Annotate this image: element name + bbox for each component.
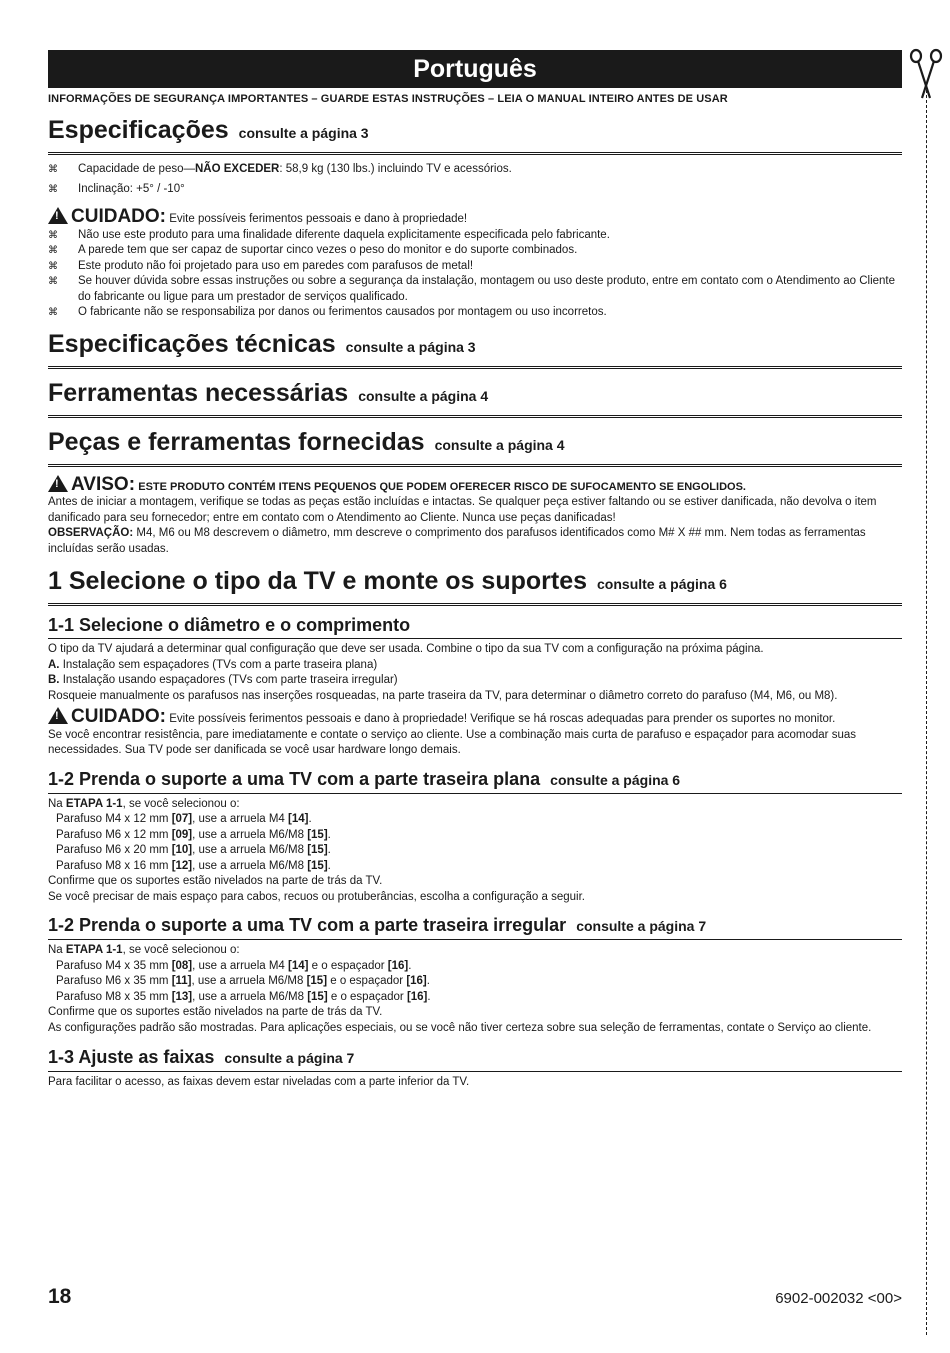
tech-ref: consulte a página 3 xyxy=(345,338,476,355)
step1-title: 1 Selecione o tipo da TV e monte os suportes xyxy=(48,567,588,595)
aviso-label: AVISO: xyxy=(71,473,136,495)
caution-block xyxy=(48,207,902,228)
s12b-more: As configurações padrão são mostradas. Para aplicações especiais, ou se você não tiver certeza sobre sua seleção de ferramentas, contate o Serviço ao cliente. xyxy=(48,1021,872,1034)
list-item: ⌘ Este produto não foi projetado para uso em paredes com parafusos de metal! xyxy=(48,259,902,275)
table-row: Parafuso M4 x 12 mm [07], use a arruela M4 [14]. xyxy=(56,813,312,825)
s13-body: Para facilitar o acesso, as faixas devem estar niveladas com a parte inferior da TV. xyxy=(48,1076,470,1088)
spec-title: Especificações xyxy=(48,116,229,144)
cut-line xyxy=(926,85,927,1335)
parts-obs: OBSERVAÇÃO: M4, M6 ou M8 descrevem o diâmetro, mm descreve o comprimento dos parafusos identificados como M# X ## mm. Nem todas as ferramentas incluídas serão usadas. xyxy=(48,527,866,555)
section-parts xyxy=(48,427,902,467)
parts-ref: consulte a página 4 xyxy=(434,436,565,453)
s11-caution xyxy=(48,707,902,728)
s11-intro: O tipo da TV ajudará a determinar qual configuração que deve ser usada. Combine o tipo da sua TV com a configuração na próxima página. xyxy=(48,643,764,655)
page-content xyxy=(48,50,902,1091)
tools-ref: consulte a página 4 xyxy=(358,387,489,404)
table-row: Parafuso M4 x 35 mm [08], use a arruela M4 [14] e o espaçador [16]. xyxy=(56,959,412,972)
warning-triangle-icon xyxy=(48,207,68,224)
s11-caution-body: Se você encontrar resistência, pare imediatamente e contate o serviço ao cliente. Use a combinação mais curta de parafuso e espaçador para acomodar suas necessidades. Sua TV pode ser danificada se você usar hardware longo demais. xyxy=(48,728,856,756)
s12b-title: 1-2 Prenda o suporte a uma TV com a parte traseira irregular xyxy=(48,915,567,935)
s12b-lead: Na ETAPA 1-1, se você selecionou o: xyxy=(48,944,240,956)
s13-title: 1-3 Ajuste as faixas xyxy=(48,1047,215,1067)
table-row: Parafuso M8 x 35 mm [13], use a arruela M6/M8 [15] e o espaçador [16]. xyxy=(56,990,431,1003)
language-banner xyxy=(48,50,902,88)
list-item: ⌘ Inclinação: +5° / -10° xyxy=(48,182,902,198)
s12a-more: Se você precisar de mais espaço para cabos, recuos ou protuberâncias, escolha a configuração a seguir. xyxy=(48,890,585,903)
page-number: 18 xyxy=(48,1285,72,1308)
caution-label: CUIDADO: xyxy=(71,206,166,227)
s12b-ref: consulte a página 7 xyxy=(576,918,707,934)
table-row: Parafuso M6 x 35 mm [11], use a arruela M6/M8 [15] e o espaçador [16]. xyxy=(56,975,430,987)
list-item: ⌘ A parede tem que ser capaz de suportar cinco vezes o peso do monitor e do suporte combinados. xyxy=(48,243,902,259)
caution-list xyxy=(48,228,902,321)
table-row: Parafuso M8 x 16 mm [12], use a arruela M6/M8 [15]. xyxy=(56,859,331,872)
section-1-3 xyxy=(48,1046,902,1072)
aviso-text: ESTE PRODUTO CONTÉM ITENS PEQUENOS QUE PODEM OFERECER RISCO DE SUFOCAMENTO SE ENGOLIDOS. xyxy=(138,480,746,493)
list-item: ⌘ Não use este produto para uma finalidade diferente daquela explicitamente especificada pelo fabricante. xyxy=(48,228,902,244)
s12a-ref: consulte a página 6 xyxy=(550,771,681,788)
s11-a: A. Instalação sem espaçadores (TVs com a parte traseira plana) xyxy=(48,658,378,671)
aviso-block xyxy=(48,475,902,496)
s11-b: B. Instalação usando espaçadores (TVs com parte traseira irregular) xyxy=(48,674,398,686)
document-code: 6902-002032 <00> xyxy=(775,1290,902,1307)
caution-text: Evite possíveis ferimentos pessoais e dano à propriedade! Verifique se há roscas adequadas para prender os suportes no monitor. xyxy=(169,713,836,725)
s12b-confirm: Confirme que os suportes estão nivelados na parte de trás da TV. xyxy=(48,1006,383,1018)
list-item: ⌘ Capacidade de peso—NÃO EXCEDER: 58,9 kg (130 lbs.) incluindo TV e acessórios. xyxy=(48,162,902,178)
s11-thread: Rosqueie manualmente os parafusos nas inserções rosqueadas, na parte traseira da TV, para determinar o diâmetro correto do parafuso (M4, M6, ou M8). xyxy=(48,689,838,702)
banner-title: Português xyxy=(413,55,537,83)
section-tools xyxy=(48,378,902,418)
list-item: ⌘ O fabricante não se responsabiliza por danos ou ferimentos causados por montagem ou uso incorretos. xyxy=(48,305,902,321)
safety-line: INFORMAÇÕES DE SEGURANÇA IMPORTANTES – GUARDE ESTAS INSTRUÇÕES – LEIA O MANUAL INTEIRO ANTES DE USAR xyxy=(48,93,728,105)
s13-ref: consulte a página 7 xyxy=(224,1050,355,1066)
table-row: Parafuso M6 x 20 mm [10], use a arruela M6/M8 [15]. xyxy=(56,844,331,856)
s12a-confirm: Confirme que os suportes estão nivelados na parte de trás da TV. xyxy=(48,875,383,887)
caution-label: CUIDADO: xyxy=(71,706,166,727)
step1-ref: consulte a página 6 xyxy=(597,576,727,592)
parts-body: Antes de iniciar a montagem, verifique se todas as peças estão incluídas e intactas. Se qualquer peça estiver faltando ou se estiver danificada, não devolva o item danificado para seu fornecedor; entre em contato com o Atendimento ao Cliente. Nunca use peças danificadas! xyxy=(48,496,877,524)
section-spec xyxy=(48,115,902,155)
spec-ref: consulte a página 3 xyxy=(238,125,369,141)
s12a-title: 1-2 Prenda o suporte a uma TV com a parte traseira plana xyxy=(48,768,541,789)
section-1-1 xyxy=(48,614,902,639)
caution-text: Evite possíveis ferimentos pessoais e dano à propriedade! xyxy=(169,213,468,225)
s12a-lead: Na ETAPA 1-1, se você selecionou o: xyxy=(48,797,240,810)
table-row: Parafuso M6 x 12 mm [09], use a arruela M6/M8 [15]. xyxy=(56,828,331,841)
s11-title: 1-1 Selecione o diâmetro e o comprimento xyxy=(48,615,411,635)
parts-title: Peças e ferramentas fornecidas xyxy=(48,427,425,456)
section-step1 xyxy=(48,566,902,606)
section-tech xyxy=(48,329,902,369)
tools-title: Ferramentas necessárias xyxy=(48,378,349,407)
tech-title: Especificações técnicas xyxy=(48,329,336,358)
section-1-2-irregular xyxy=(48,914,902,940)
warning-triangle-icon xyxy=(48,707,68,724)
section-1-2-flat xyxy=(48,768,902,794)
warning-triangle-icon xyxy=(48,475,68,492)
spec-list xyxy=(48,162,902,197)
list-item: ⌘ Se houver dúvida sobre essas instruções ou sobre a segurança da instalação, montagem ou uso deste produto, entre em contato com o Atendimento ao Cliente do fabricante ou ligue para um prestador de serviços qualificado. xyxy=(48,274,902,305)
